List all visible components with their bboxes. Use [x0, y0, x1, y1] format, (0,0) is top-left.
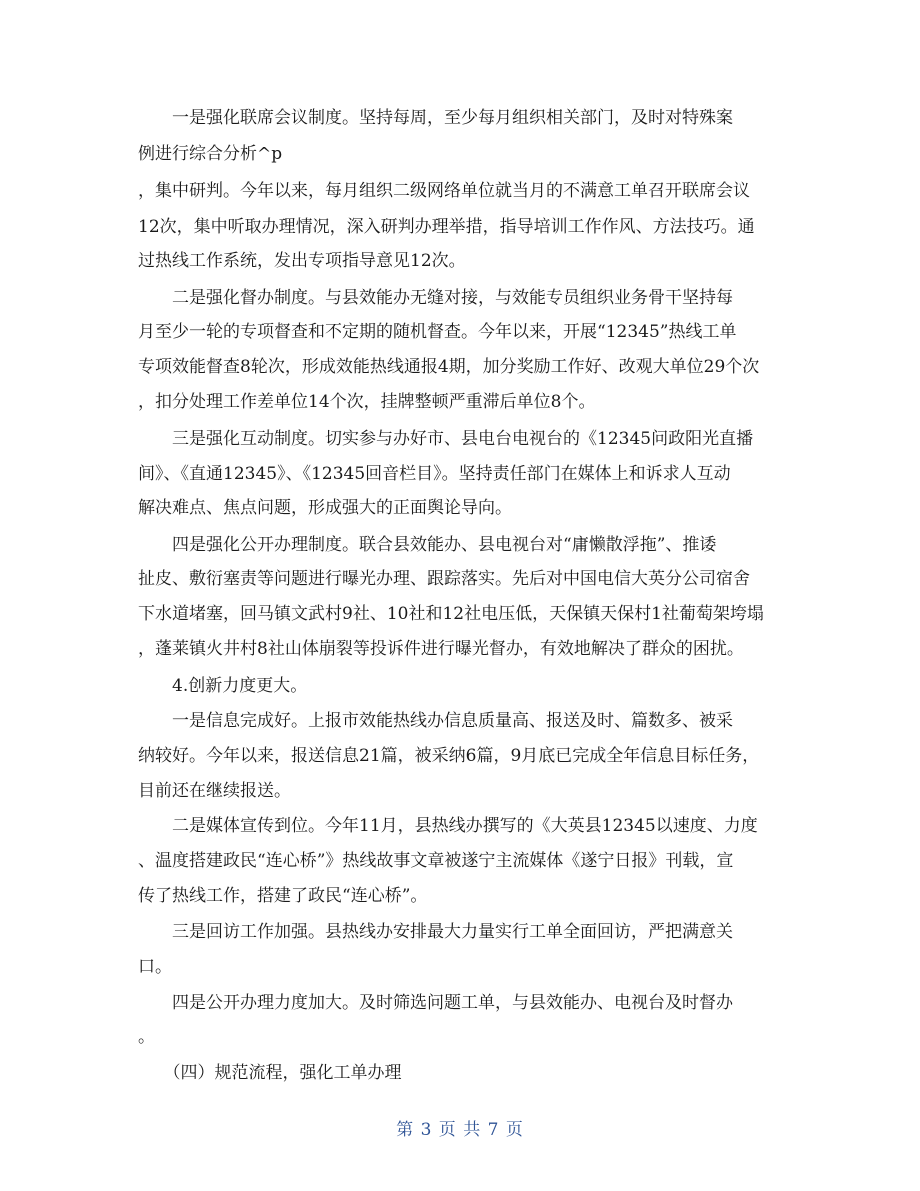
text-line: 传了热线工作，搭建了政民“连心桥”。 [138, 886, 428, 906]
text-line: 4.创新力度更大。 [138, 676, 308, 696]
text-line: 一是信息完成好。上报市效能热线办信息质量高、报送及时、篇数多、被采 [138, 711, 733, 731]
text-line: 目前还在继续报送。 [138, 781, 291, 801]
text-line: 口。 [138, 957, 172, 977]
text-line: ，集中研判。今年以来，每月组织二级网络单位就当月的不满意工单召开联席会议 [138, 181, 750, 201]
text-line: 下水道堵塞，回马镇文武村9社、10社和12社电压低，天保镇天保村1社葡萄架垮塌 [138, 604, 764, 624]
text-line: 过热线工作系统，发出专项指导意见12次。 [138, 251, 466, 271]
text-line: 月至少一轮的专项督查和不定期的随机督查。今年以来，开展“12345”热线工单 [138, 322, 737, 342]
text-line: 四是公开办理力度加大。及时筛选问题工单，与县效能办、电视台及时督办 [138, 993, 733, 1013]
text-line: ，扣分处理工作差单位14个次，挂牌整顿严重滞后单位8个。 [138, 392, 596, 412]
text-line: 二是媒体宣传到位。今年11月，县热线办撰写的《大英县12345以速度、力度 [138, 816, 758, 836]
text-line: 二是强化督办制度。与县效能办无缝对接，与效能专员组织业务骨干坚持每 [138, 288, 733, 308]
text-line: 解决难点、焦点问题，形成强大的正面舆论导向。 [138, 498, 512, 518]
text-line: 四是强化公开办理制度。联合县效能办、县电视台对“庸懒散浮拖”、推诿 [138, 535, 717, 555]
text-line: 。 [138, 1027, 155, 1047]
text-line: ，蓬莱镇火井村8社山体崩裂等投诉件进行曝光督办，有效地解决了群众的困扰。 [138, 639, 744, 659]
text-line: 一是强化联席会议制度。坚持每周，至少每月组织相关部门，及时对特殊案 [138, 108, 733, 128]
text-line: 间》、《直通12345》、《12345回音栏目》。坚持责任部门在媒体上和诉求人互动 [138, 464, 731, 484]
text-line: 、温度搭建政民“连心桥”》热线故事文章被遂宁主流媒体《遂宁日报》刊载，宣 [138, 851, 734, 871]
text-line: 扯皮、敷衍塞责等问题进行曝光办理、跟踪落实。先后对中国电信大英分公司宿舍 [138, 569, 750, 589]
text-line: 三是强化互动制度。切实参与办好市、县电台电视台的《12345问政阳光直播 [138, 429, 754, 449]
text-line: 专项效能督查8轮次，形成效能热线通报4期，加分奖励工作好、改观大单位29个次 [138, 357, 760, 377]
text-line: 三是回访工作加强。县热线办安排最大力量实行工单全面回访，严把满意关 [138, 922, 733, 942]
text-line: 例进行综合分析^p [138, 144, 283, 164]
text-line: （四）规范流程，强化工单办理 [138, 1063, 402, 1083]
page-number-footer: 第 3 页 共 7 页 [396, 1120, 524, 1140]
text-line: 纳较好。今年以来，报送信息21篇，被采纳6篇，9月底已完成全年信息目标任务， [138, 746, 760, 766]
text-line: 12次，集中听取办理情况，深入研判办理举措，指导培训工作作风、方法技巧。通 [138, 217, 755, 237]
